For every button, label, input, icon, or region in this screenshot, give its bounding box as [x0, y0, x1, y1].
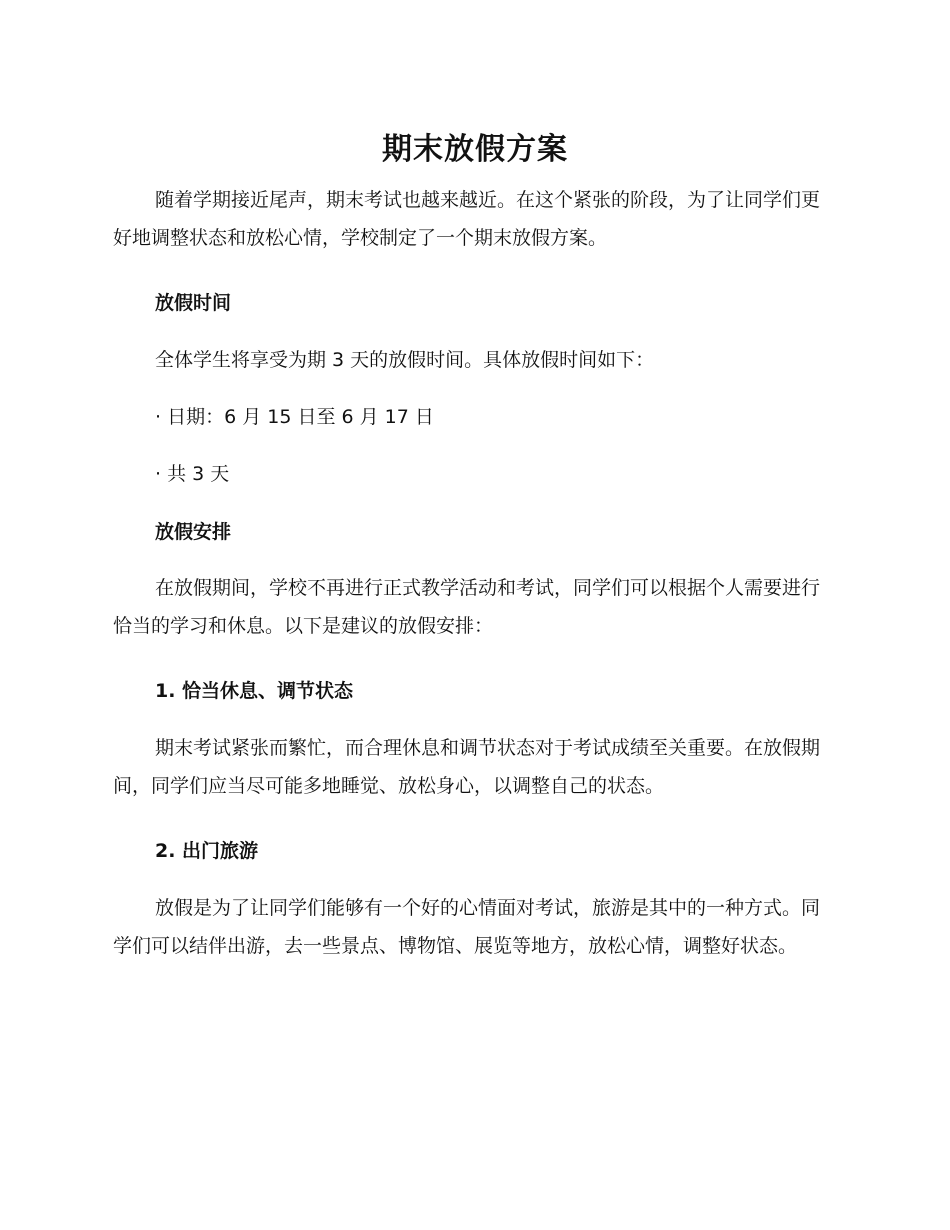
- rest-paragraph: 期末考试紧张而繁忙，而合理休息和调节状态对于考试成绩至关重要。在放假期间，同学们应当尽可能多地睡觉、放松身心，以调整自己的状态。: [113, 737, 821, 797]
- intro-paragraph: 随着学期接近尾声，期末考试也越来越近。在这个紧张的阶段，为了让同学们更好地调整状态和放松心情，学校制定了一个期末放假方案。: [113, 189, 821, 249]
- bullet-item-days: · 共 3 天: [155, 463, 230, 485]
- time-paragraph: 全体学生将享受为期 3 天的放假时间。具体放假时间如下：: [155, 349, 655, 371]
- document-title: 期末放假方案: [382, 132, 568, 167]
- travel-paragraph: 放假是为了让同学们能够有一个好的心情面对考试，旅游是其中的一种方式。同学们可以结伴出游，去一些景点、博物馆、展览等地方，放松心情，调整好状态。: [113, 897, 821, 957]
- item-heading-rest: 1. 恰当休息、调节状态: [155, 680, 354, 702]
- bullet-item-date: · 日期：6 月 15 日至 6 月 17 日: [155, 406, 434, 428]
- section-heading-time: 放假时间: [155, 292, 232, 314]
- item-heading-travel: 2. 出门旅游: [155, 840, 259, 862]
- arrangement-paragraph: 在放假期间，学校不再进行正式教学活动和考试，同学们可以根据个人需要进行恰当的学习和休息。以下是建议的放假安排：: [113, 577, 821, 637]
- section-heading-arrangement: 放假安排: [155, 521, 232, 543]
